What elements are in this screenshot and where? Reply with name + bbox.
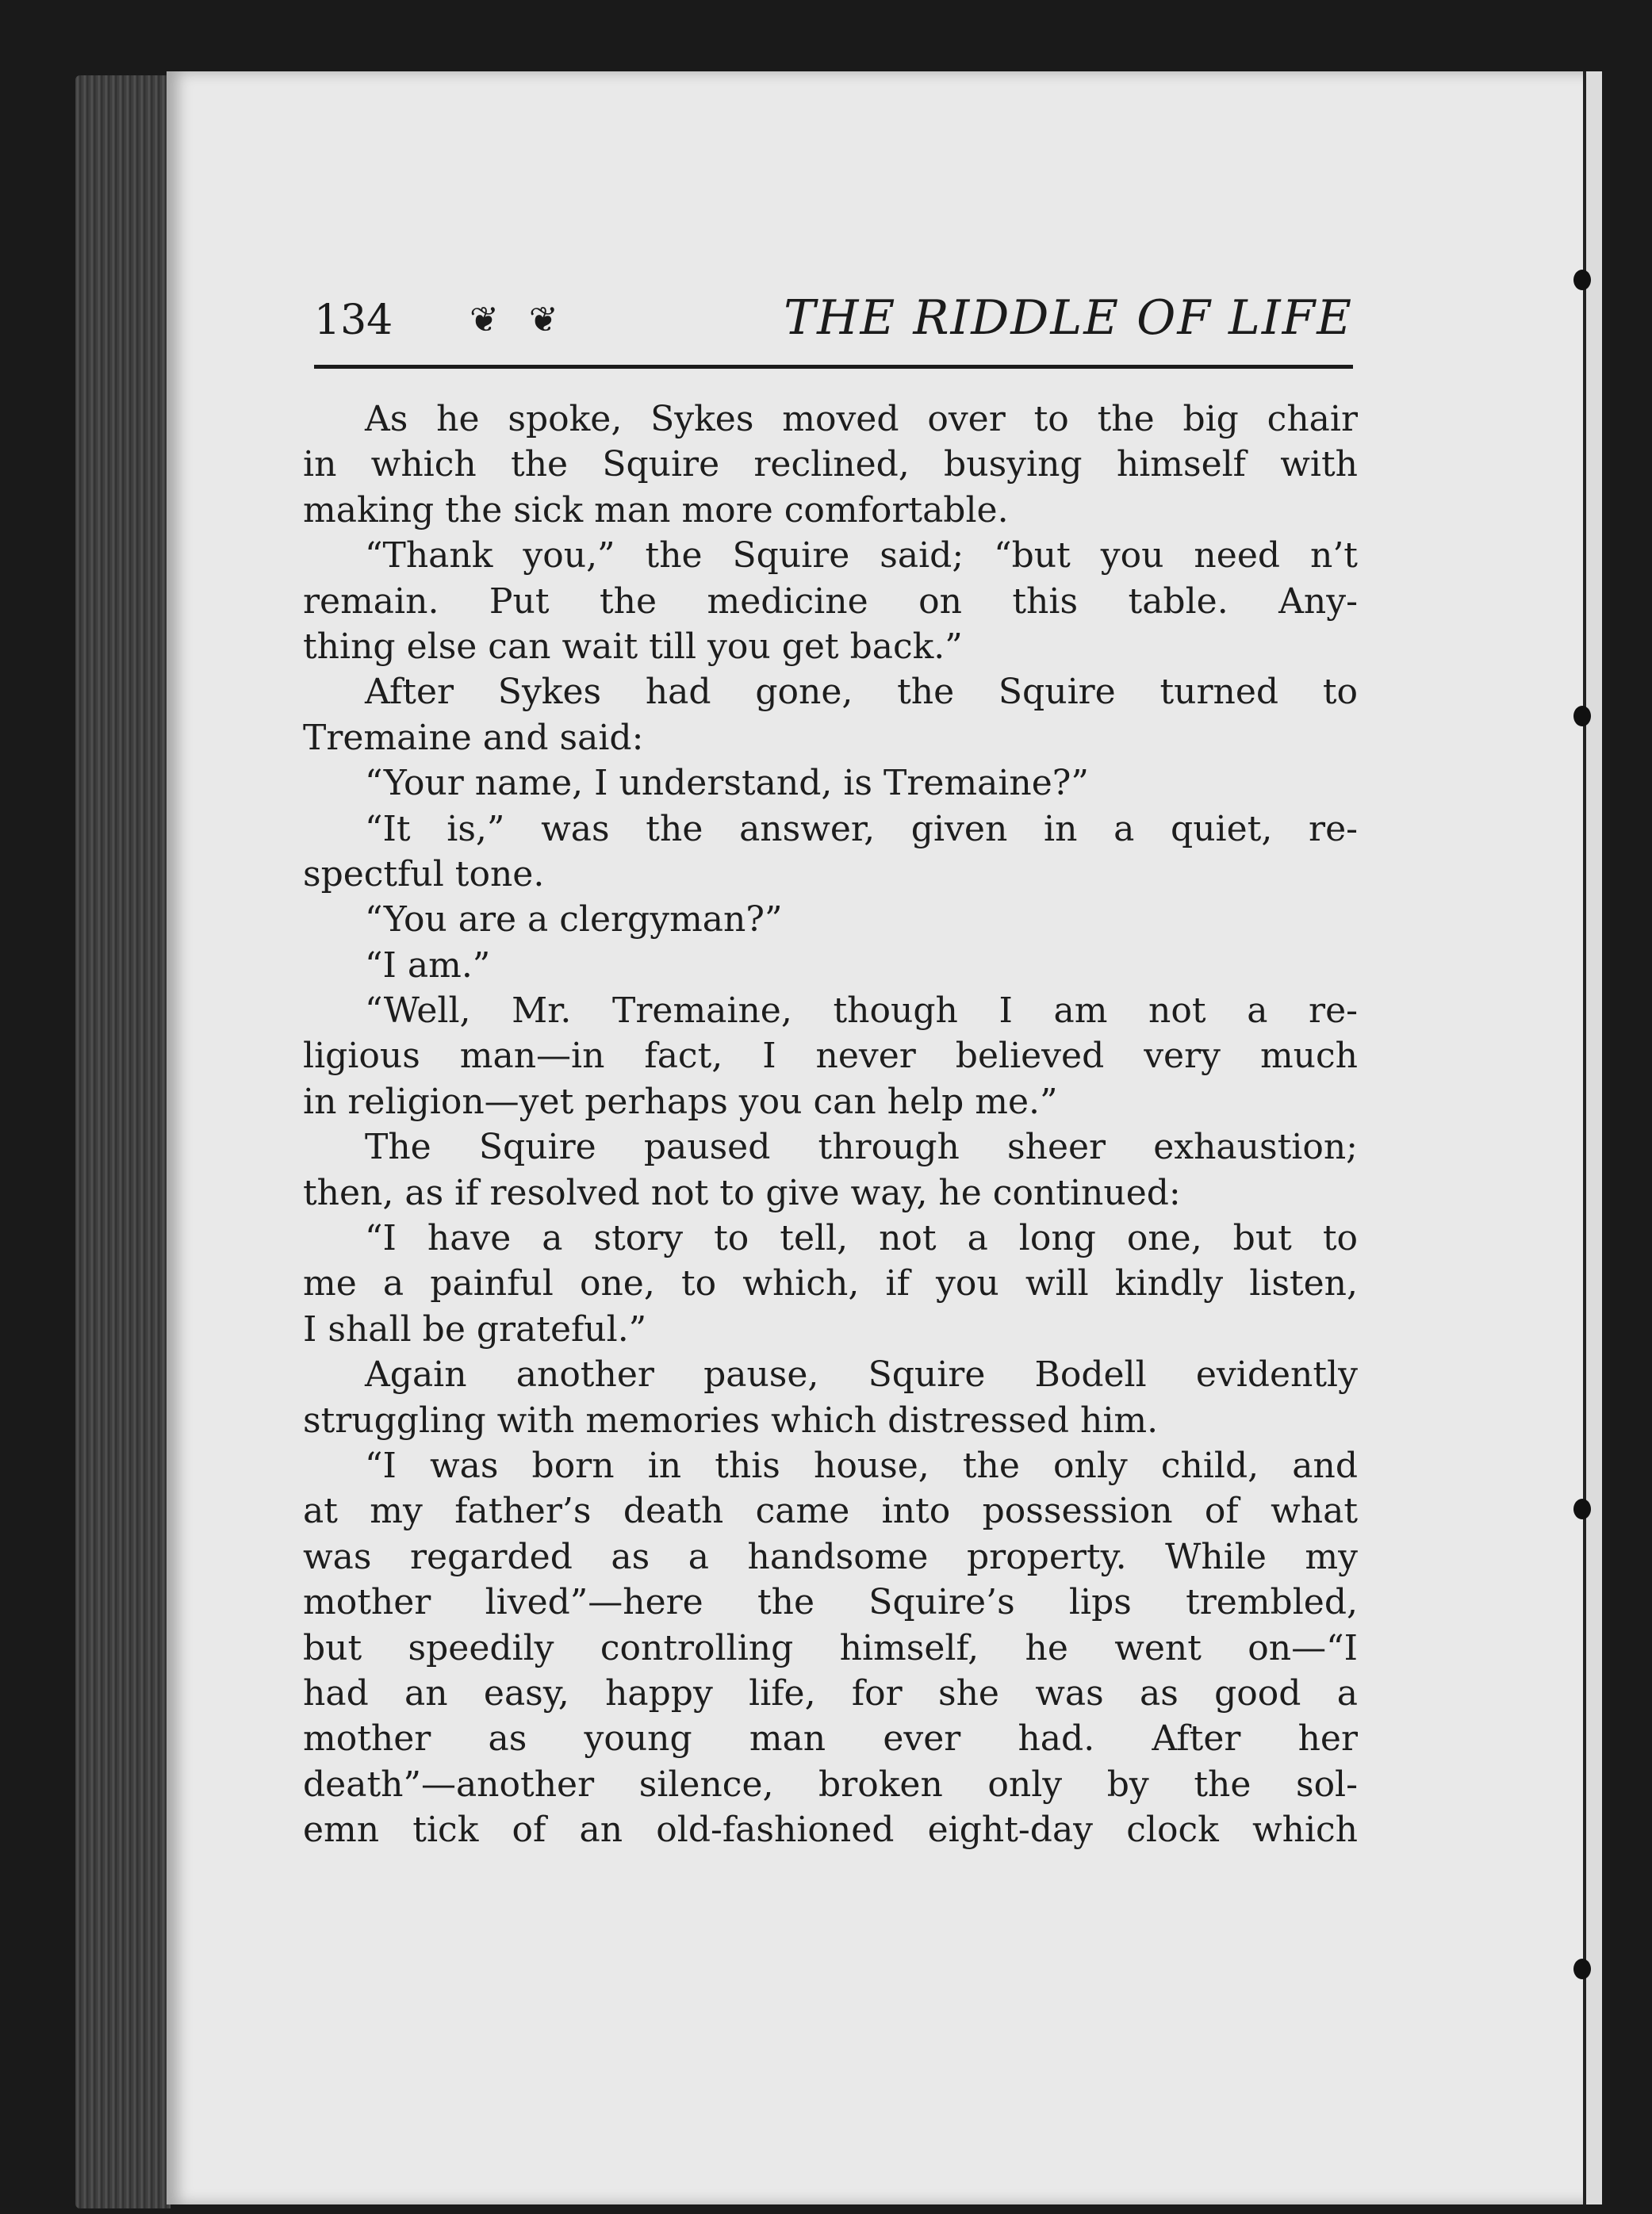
text-line: “Thank you,” the Squire said; “but you need n’t [365, 535, 1358, 576]
text-line: “I am.” [365, 944, 491, 986]
text-line: I shall be grateful.” [303, 1308, 647, 1350]
running-title: THE RIDDLE OF LIFE [784, 290, 1353, 346]
page-number: 134 [314, 297, 393, 344]
text-line: struggling with memories which distressed him. [303, 1400, 1159, 1441]
text-line: death”—another silence, broken only by the sol- [303, 1764, 1358, 1805]
body-text [303, 396, 1358, 1853]
text-line: in religion—yet perhaps you can help me.” [303, 1081, 1058, 1122]
text-line: “Your name, I understand, is Tremaine?” [365, 763, 1089, 804]
text-line: Again another pause, Squire Bodell evidently [365, 1354, 1358, 1396]
text-line: “Well, Mr. Tremaine, though I am not a re- [365, 990, 1358, 1032]
text-line: As he spoke, Sykes moved over to the big chair [365, 399, 1358, 439]
text-line: “It is,” was the answer, given in a quiet, re- [365, 808, 1358, 849]
text-line: spectful tone. [303, 853, 545, 894]
text-line: then, as if resolved not to give way, he continued: [303, 1172, 1181, 1213]
binding-stitch [1573, 1499, 1591, 1519]
binding-stitch [1573, 706, 1591, 726]
text-line: mother lived”—here the Squire’s lips trembled, [303, 1582, 1358, 1623]
page-header [314, 285, 1353, 369]
text-line: making the sick man more comfortable. [303, 489, 1009, 531]
text-line: had an easy, happy life, for she was as good a [303, 1672, 1358, 1714]
text-line: “I was born in this house, the only child, and [365, 1445, 1358, 1486]
text-line: emn tick of an old-fashioned eight-day clock which [303, 1810, 1358, 1851]
text-line: mother as young man ever had. After her [303, 1718, 1358, 1760]
text-line: remain. Put the medicine on this table. Any- [303, 580, 1358, 622]
book-spine [75, 75, 171, 2208]
text-line: The Squire paused through sheer exhaustion; [365, 1127, 1358, 1168]
page-edge [1583, 71, 1602, 2204]
text-line: ligious man—in fact, I never believed very much [303, 1036, 1358, 1077]
binding-stitch [1573, 270, 1591, 290]
text-line: “You are a clergyman?” [365, 899, 783, 940]
text-line: thing else can wait till you get back.” [303, 626, 963, 667]
text-line: “I have a story to tell, not a long one, but to [365, 1218, 1358, 1259]
text-line: in which the Squire reclined, busying himself with [303, 444, 1358, 485]
text-line: After Sykes had gone, the Squire turned to [365, 672, 1358, 713]
ornament-icon: ❦ ❦ [470, 300, 568, 340]
text-line: was regarded as a handsome property. While my [303, 1536, 1358, 1577]
text-line: Tremaine and said: [303, 717, 644, 758]
binding-stitch [1573, 1959, 1591, 1979]
text-line: me a painful one, to which, if you will kindly listen, [303, 1263, 1358, 1304]
text-line: at my father’s death came into possession of what [303, 1491, 1358, 1532]
text-line: but speedily controlling himself, he went on—“I [303, 1627, 1358, 1668]
